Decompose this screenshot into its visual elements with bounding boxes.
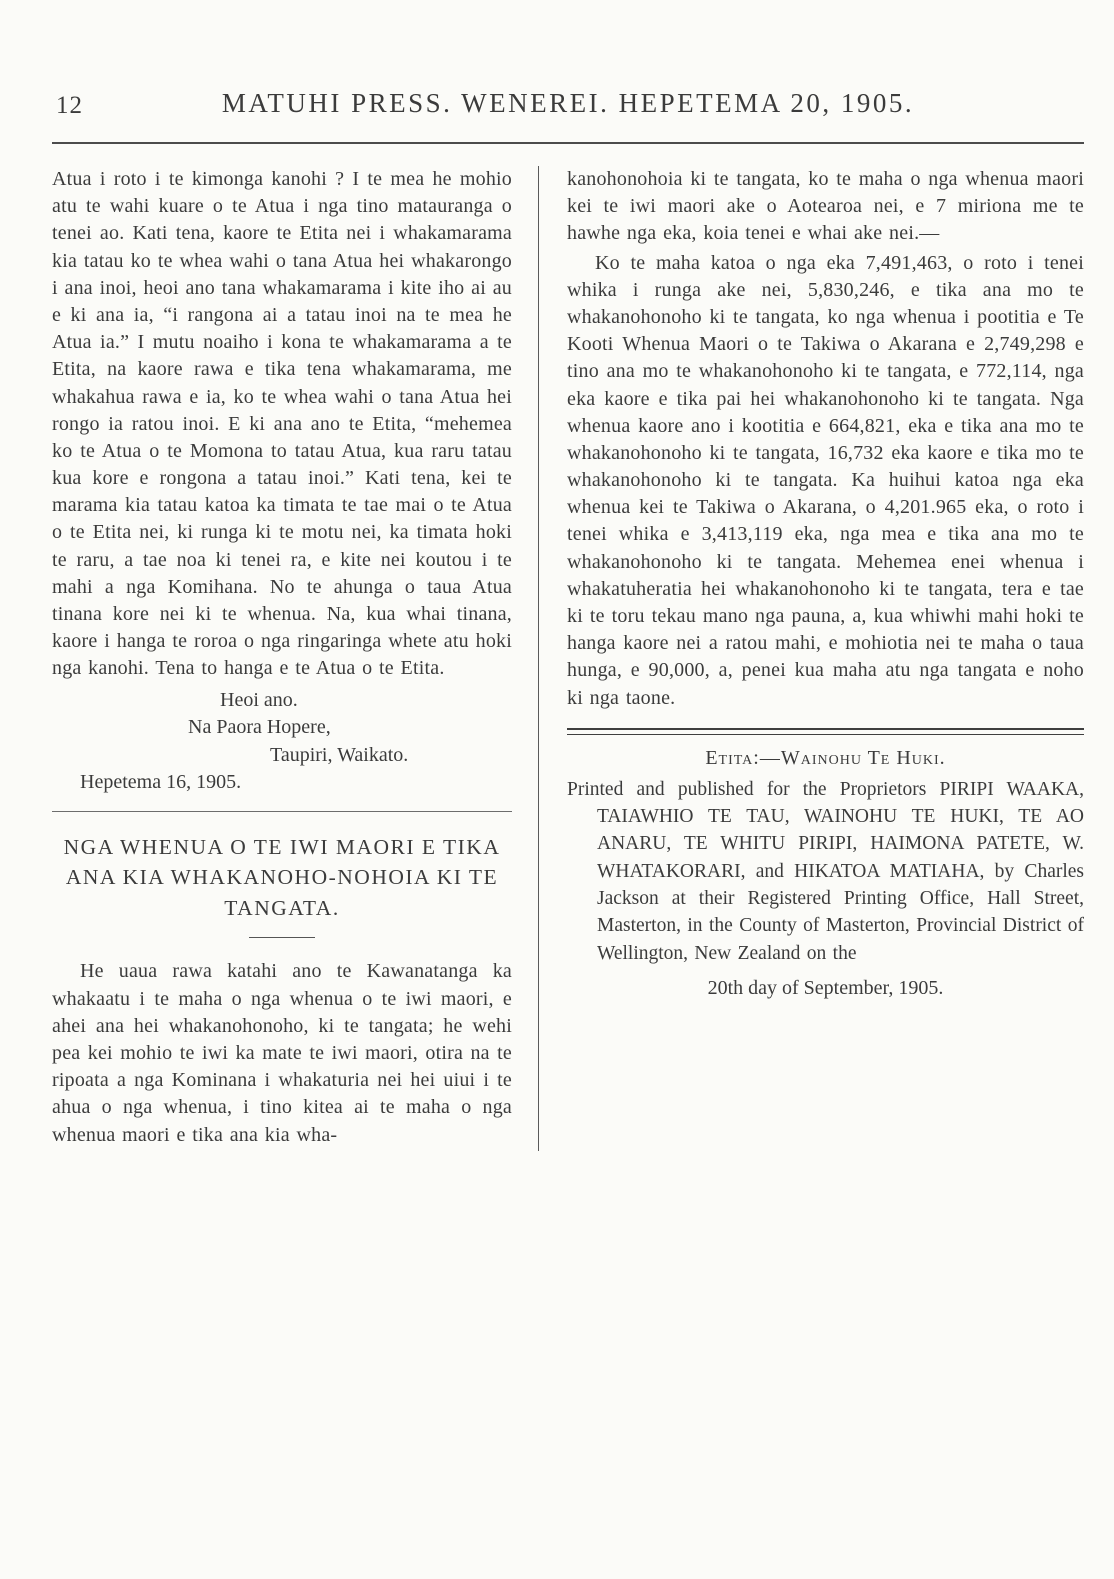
signoff-line: Hepetema 16, 1905. xyxy=(80,771,242,794)
signoff-line: Heoi ano. xyxy=(220,688,298,711)
heading-ornament-rule xyxy=(249,937,315,938)
left-column xyxy=(52,166,538,1151)
page-header xyxy=(52,88,1084,128)
page-number: 12 xyxy=(56,92,83,119)
signoff-line: Na Paora Hopere, xyxy=(188,716,331,739)
article-paragraph: Ko te maha katoa o nga eka 7,491,463, o roto i tenei whika i runga ake nei, 5,830,246, e tika ana mo te whakanohonoho ki te tangata, ko nga whenua i pootitia e Te Kooti Whenua Maori o te Takiwa o Akarana e 2,749,298 e tino ana mo te whakanohonoho ki te tangata, e 772,114, nga eka kaore e tika pai hei whakanohonoho ki te tangata. Nga whenua kaore ano i kootitia e 664,821, eka e tika ana mo te whakanohonoho ki te tangata, 16,732 eka kaore e tika mo te whakanohonoho ki te tangata. Ka huihui katoa nga eka whenua kei te Takiwa o Akarana, o 4,201.965 eka, o roto i tenei whika e 3,413,119 eka, nga mea e tika ana mo te whakanohonoho ki te tangata. Mehemea enei whenua i whakatuheratia hei whakanohonoho ki te tangata, tera e tae ki te toru tekau mano nga pauna, a, kua whiwhi mahi hoki te hanga kaore nei a ratou mahi, e mohiotia nei te maha o taua hunga, e 90,000, a, penei kua maha atu nga tangata e noho ki nga taone. xyxy=(567,251,1084,709)
article-paragraph: kanohonohoia ki te tangata, ko te maha o nga whenua maori kei te iwi maori ake o Aotearoa nei, e 7 miriona me te hawhe nga eka, koia tenei e whai ake nei.— xyxy=(567,168,1084,245)
section-divider-rule xyxy=(52,811,512,812)
letter-signoff xyxy=(52,687,512,797)
editor-line: Etita:—Wainohu Te Huki. xyxy=(705,746,946,769)
masthead-title: MATUHI PRESS. WENEREI. HEPETEMA 20, 1905. xyxy=(221,88,915,118)
two-column-body xyxy=(52,144,1084,1151)
imprint-divider-rule xyxy=(567,728,1084,735)
signoff-line: Taupiri, Waikato. xyxy=(270,743,409,766)
right-column xyxy=(539,166,1084,1151)
imprint-paragraph: Printed and published for the Proprietors PIRIPI WAAKA, TAIAWHIO TE TAU, WAINOHU TE HUKI, TE AO ANARU, TE WHITU PIRIPI, HAIMONA PATETE, W. WHATAKORARI, and HIKATOA MATIAHA, by Charles Jackson at their Registered Printing Office, Hall Street, Masterton, in the County of Masterton, Provincial District of Wellington, New Zealand on the xyxy=(567,778,1084,964)
article-paragraph: He uaua rawa katahi ano te Kawanatanga ka whakaatu i te maha o nga whenua o te iwi maori, e ahei ana hei whakanohonoho, ki te tangata; he wehi pea kei mohio te iwi ka mate te iwi maori, otira na te ripoata a nga Kominana i whakaturia nei hei uiui i te ahua o nga whenua, i tino kitea ai te maha o nga whenua maori e tika ana kia wha- xyxy=(52,960,512,1146)
imprint-date-line: 20th day of September, 1905. xyxy=(707,976,944,999)
article-paragraph: Atua i roto i te kimonga kanohi ? I te mea he mohio atu te wahi kuare o te Atua i nga tino matauranga o tenei ao. Kati tena, kaore te Etita nei i whakamarama kia tatau ko te whea wahi o tana Atua hei whakarongo i ana inoi, heoi ano tana whakamarama i kite iho ai au e ki ana ia, “i rangona ai a tatau inoi na te mea he Atua ia.” I mutu noaiho i kona te whakamarama a te Etita, na kaore rawa e tika tena whakamarama, me whakahua rawa e ia, ko te whea wahi o tana Atua hei rongo ia ratou inoi. E ki ana ano te Etita, “mehemea ko te Atua o te Momona to tatau Atua, kua raru tatau kua kore e rongona a tatau inoi.” Kati tena, kei te marama kia tatau katoa ka timata te tae mai o te Atua o te Etita nei, ki runga ki te motu nei, ka timata hoki te raru, a tae noa ki tenei ra, e kite nei koutou i te mahi a nga Komihana. No te ahunga o taua Atua tinana kore nei ki te whenua. Na, kua whai tinana, kaore i hanga te roroa o nga ringaringa whete atu hoki nga kanohi. Tena to hanga e te Atua o te Etita. xyxy=(52,168,512,680)
article-heading: NGA WHENUA O TE IWI MAORI E TIKA ANA KIA WHAKANOHO-NOHOIA KI TE TANGATA. xyxy=(63,834,501,920)
